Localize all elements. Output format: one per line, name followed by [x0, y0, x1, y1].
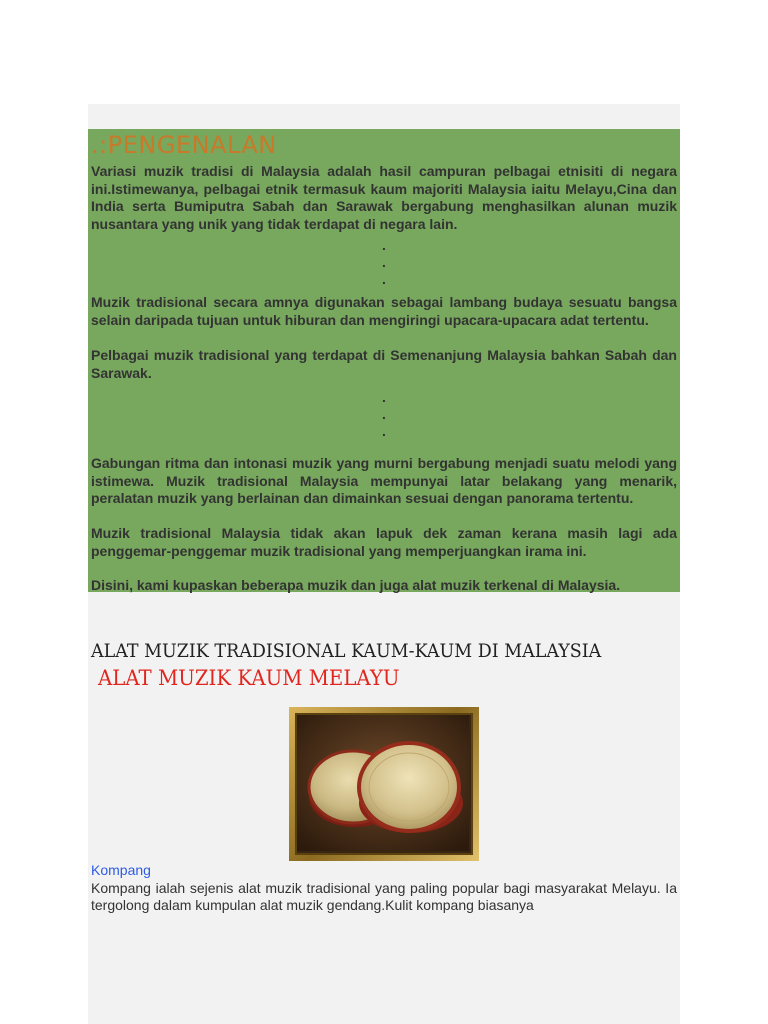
separator-dots [88, 237, 680, 288]
intro-paragraph-5: Muzik tradisional Malaysia tidak akan lapuk dek zaman kerana masih lagi ada penggemar-penggemar muzik tradisional yang memperjuangkan irama ini. [91, 525, 677, 559]
kompang-picture-frame [289, 707, 479, 861]
kompang-description: Kompang ialah sejenis alat muzik tradisional yang paling popular bagi masyarakat Melayu. Ia tergolong dalam kumpulan alat muzik gendang.Kulit kompang biasanya [91, 880, 677, 913]
dot: . [382, 254, 386, 270]
section-heading: ALAT MUZIK TRADISIONAL KAUM-KAUM DI MALAYSIA [91, 640, 602, 662]
intro-paragraph-1: Variasi muzik tradisi di Malaysia adalah hasil campuran pelbagai etnisiti di negara ini.Istimewanya, pelbagai etnik termasuk kaum majoriti Malaysia iaitu Melayu,Cina dan India serta Bumiputra Sabah dan Sarawak bergabung menghasilkan alunan muzik nusantara yang unik yang tidak terdapat di negara lain. [91, 163, 677, 232]
intro-paragraph-6: Disini, kami kupaskan beberapa muzik dan juga alat muzik terkenal di Malaysia. [91, 577, 621, 593]
separator-dots [88, 389, 680, 440]
intro-panel [88, 129, 680, 592]
kompang-link[interactable]: Kompang [91, 862, 151, 878]
intro-title: .:PENGENALAN [91, 131, 277, 159]
dot: . [382, 237, 386, 253]
kompang-image [295, 713, 473, 855]
dot: . [382, 389, 386, 405]
document-page [88, 104, 680, 1024]
intro-paragraph-4: Gabungan ritma dan intonasi muzik yang murni bergabung menjadi suatu melodi yang istimewa. Muzik tradisional Malaysia mempunyai latar belakang yang menarik, peralatan muzik yang berlainan dan dimainkan sesuai dengan panorama tertentu. [91, 455, 677, 506]
dot: . [382, 423, 386, 439]
section-subheading: ALAT MUZIK KAUM MELAYU [98, 666, 400, 690]
intro-paragraph-3: Pelbagai muzik tradisional yang terdapat di Semenanjung Malaysia bahkan Sabah dan Sarawak. [91, 347, 677, 381]
dot: . [382, 406, 386, 422]
dot: . [382, 271, 386, 287]
kompang-drum-icon [297, 715, 469, 851]
intro-paragraph-2: Muzik tradisional secara amnya digunakan sebagai lambang budaya sesuatu bangsa selain daripada tujuan untuk hiburan dan mengiringi upacara-upacara adat tertentu. [91, 294, 677, 328]
